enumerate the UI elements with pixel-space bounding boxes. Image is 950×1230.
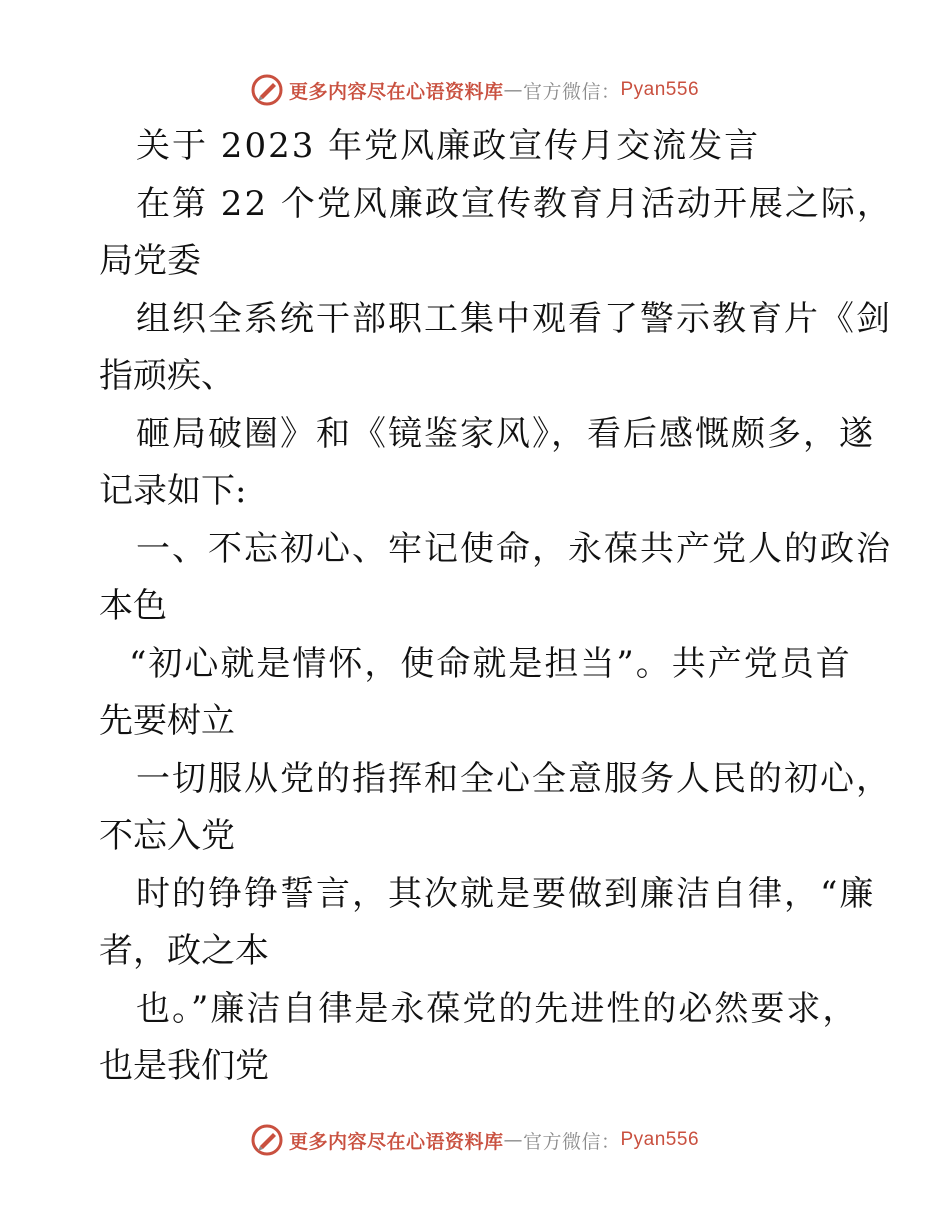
paragraph-line: 者，政之本 xyxy=(99,931,269,971)
document-body xyxy=(99,118,893,1096)
watermark-dash: — xyxy=(503,1129,523,1151)
header-watermark xyxy=(0,70,950,110)
paragraph-line: 先要树立 xyxy=(99,701,235,741)
document-title: 关于 2023 年党风廉政宣传月交流发言 xyxy=(136,126,761,166)
watermark-brand: 更多内容尽在心语资料库 xyxy=(288,80,504,103)
paragraph-line: 指顽疾、 xyxy=(99,356,235,396)
paragraph-line: 组织全系统干部职工集中观看了警示教育片《剑 xyxy=(136,298,892,339)
paragraph-line: “初心就是情怀，使命就是担当”。共产党员首 xyxy=(129,643,852,684)
paragraph-line: 记录如下: xyxy=(99,471,247,511)
paragraph-line: 也是我们党 xyxy=(99,1046,269,1086)
watermark-label: 官方微信： xyxy=(522,80,621,103)
watermark-label: 官方微信： xyxy=(522,1130,621,1153)
paragraph-line: 不忘入党 xyxy=(99,816,235,856)
paragraph-line: 也。”廉洁自律是永葆党的先进性的必然要求， xyxy=(136,988,859,1029)
section-heading: 一、不忘初心、牢记使命，永葆共产党人的政治 xyxy=(136,528,892,569)
watermark-brand: 更多内容尽在心语资料库 xyxy=(288,1130,504,1153)
watermark-id: Pyan556 xyxy=(620,79,700,100)
paragraph-line: 局党委 xyxy=(99,241,201,281)
paragraph-line: 一切服从党的指挥和全心全意服务人民的初心， xyxy=(136,758,892,799)
section-heading-cont: 本色 xyxy=(99,586,167,626)
brand-logo-icon xyxy=(251,1124,283,1156)
paragraph-line: 时的铮铮誓言，其次就是要做到廉洁自律，“廉 xyxy=(136,873,876,914)
paragraph-line: 砸局破圈》和《镜鉴家风》，看后感慨颇多，遂 xyxy=(136,413,875,454)
watermark-id: Pyan556 xyxy=(620,1129,700,1150)
watermark-dash: — xyxy=(503,79,523,101)
paragraph-line: 在第 22 个党风廉政宣传教育月活动开展之际， xyxy=(136,183,893,224)
brand-logo-icon xyxy=(251,74,283,106)
footer-watermark xyxy=(0,1120,950,1160)
